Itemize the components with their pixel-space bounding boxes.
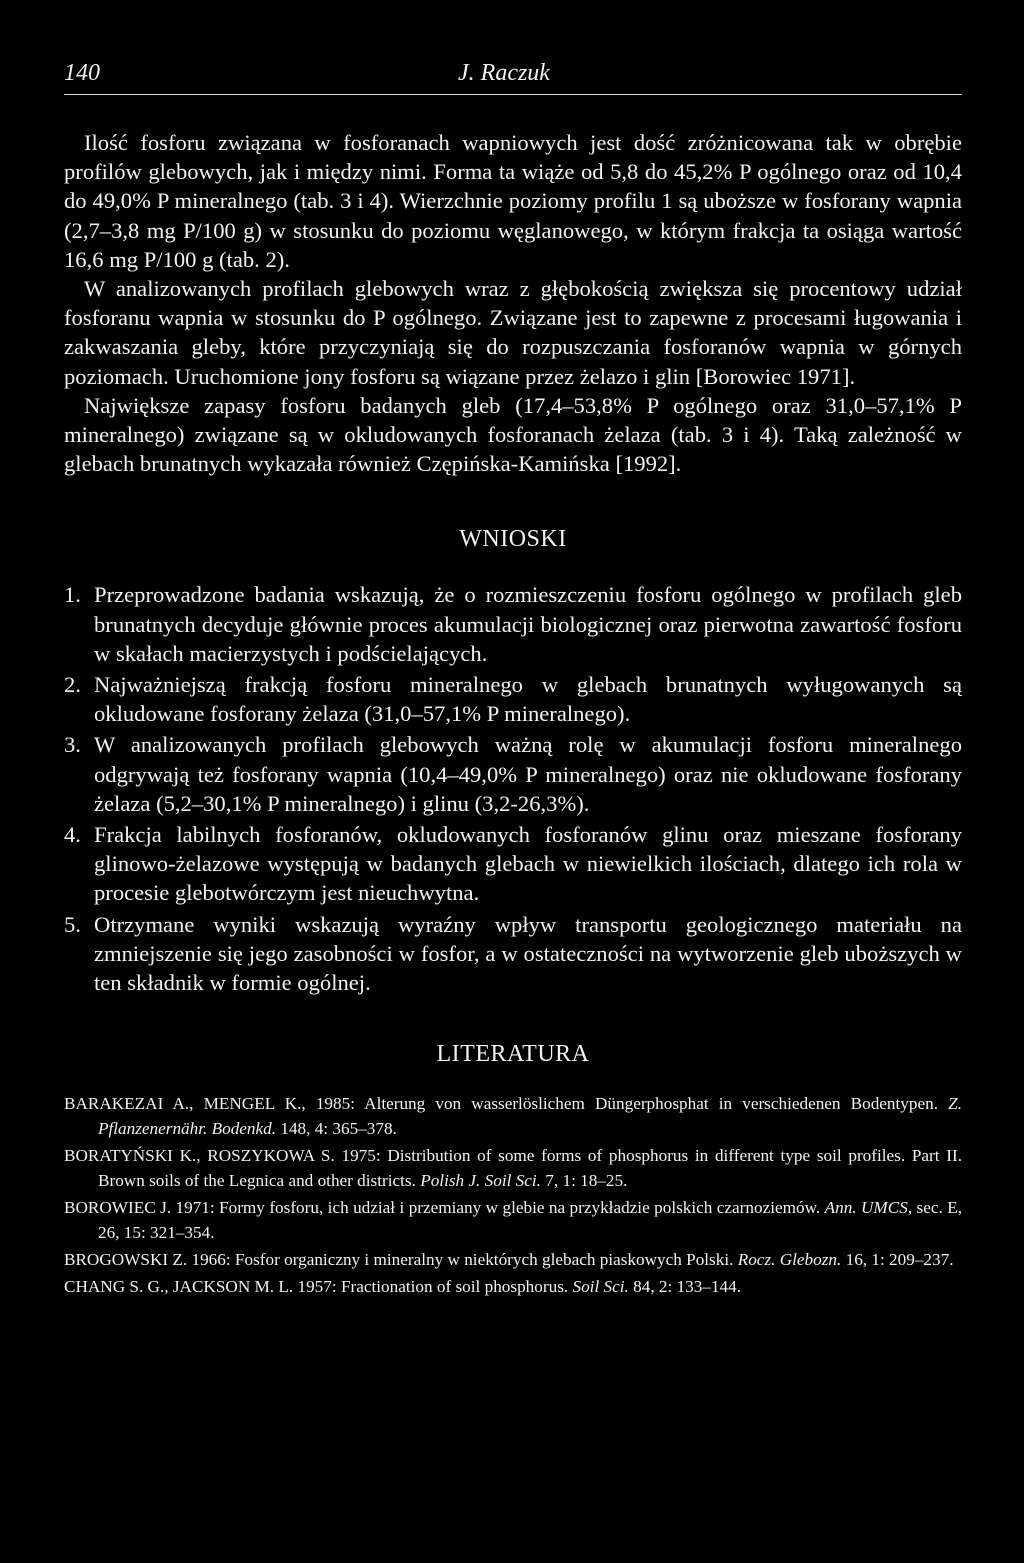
reference-volume: 7, 1: 18–25. xyxy=(540,1171,628,1191)
reference-main: CHANG S. G., JACKSON M. L. 1957: Fractionation of soil phosphorus. xyxy=(64,1277,573,1297)
literature-heading: LITERATURA xyxy=(436,1041,590,1068)
reference-main: BORATYŃSKI K., ROSZYKOWA S. 1975: Distribution of some forms of phosphorus in different type soil profiles. Part II. Brown soils of the Legnica and other districts. xyxy=(64,1146,962,1191)
reference-entry xyxy=(64,1247,962,1272)
reference-entry xyxy=(64,1091,962,1141)
conclusion-item xyxy=(64,820,962,908)
reference-list xyxy=(64,1091,962,1299)
article-body xyxy=(64,128,962,1301)
conclusion-number: 1. xyxy=(64,582,81,608)
conclusion-item xyxy=(64,670,962,728)
conclusion-number: 2. xyxy=(64,672,81,698)
conclusions-list xyxy=(64,580,962,997)
reference-volume: 84, 2: 133–144. xyxy=(628,1277,742,1297)
running-head: J. Raczuk xyxy=(458,60,550,86)
page-header xyxy=(64,60,962,95)
conclusion-number: 5. xyxy=(64,911,81,937)
conclusion-text: Frakcja labilnych fosforanów, okludowanych fosforanów glinu oraz mieszane fosforany glinowo-żelazowe występują w badanych glebach w niewielkich ilościach, dlatego ich rola w procesie glebotwórczym jest nieuchwytna. xyxy=(94,822,962,906)
reference-volume: 16, 1: 209–237. xyxy=(841,1250,954,1270)
reference-entry xyxy=(64,1274,962,1299)
conclusion-item xyxy=(64,580,962,668)
reference-journal: Soil Sci. xyxy=(572,1277,629,1297)
paragraph: Największe zapasy fosforu badanych gleb (17,4–53,8% P ogólnego oraz 31,0–57,1% P mineralnego) związane są w okludowanych fosforanach żelaza (tab. 3 i 4). Taką zależność w glebach brunatnych wykazała również Czępińska-Kamińska [1992]. xyxy=(64,392,962,477)
reference-journal: Ann. UMCS xyxy=(824,1198,908,1218)
paragraph: Ilość fosforu związana w fosforanach wapniowych jest dość zróżnicowana tak w obrębie profilów glebowych, jak i między nimi. Forma ta wiąże od 5,8 do 45,2% P ogólnego oraz od 10,4 do 49,0% P mineralnego (tab. 3 i 4). Wierzchnie poziomy profilu 1 są uboższe w fosforany wapnia (2,7–3,8 mg P/100 g) w stosunku do poziomu węglanowego, w którym frakcja ta osiąga wartość 16,6 mg P/100 g (tab. 2). xyxy=(64,130,962,272)
conclusion-item xyxy=(64,910,962,998)
reference-volume: 148, 4: 365–378. xyxy=(276,1119,397,1139)
reference-entry xyxy=(64,1143,962,1193)
page-number: 140 xyxy=(64,60,100,86)
reference-main: BARAKEZAI A., MENGEL K., 1985: Alterung von wasserlöslichem Düngerphosphat in verschiedenen Bodentypen. xyxy=(64,1094,949,1114)
reference-journal: Polish J. Soil Sci. xyxy=(420,1171,541,1191)
paragraph: W analizowanych profilach glebowych wraz z głębokością zwiększa się procentowy udział fosforanu wapnia w stosunku do P ogólnego. Związane jest to zapewne z procesami ługowania i zakwaszania gleby, które przyczyniają się do rozpuszczania fosforanów wapnia w górnych poziomach. Uruchomione jony fosforu są wiązane przez żelazo i glin [Borowiec 1971]. xyxy=(64,276,962,389)
conclusion-text: W analizowanych profilach glebowych ważną rolę w akumulacji fosforu mineralnego odgrywają też fosforany wapnia (10,4–49,0% P mineralnego) oraz nie okludowane fosforany żelaza (5,2–30,1% P mineralnego) i glinu (3,2-26,3%). xyxy=(94,732,962,816)
reference-journal: Z. Pflanzenernähr. Bodenkd. xyxy=(98,1094,962,1139)
conclusion-item xyxy=(64,730,962,818)
reference-main: BOROWIEC J. 1971: Formy fosforu, ich udział i przemiany w glebie na przykładzie polskich czarnoziemów. xyxy=(64,1198,825,1218)
reference-entry xyxy=(64,1195,962,1245)
conclusions-heading: WNIOSKI xyxy=(459,526,567,553)
conclusion-text: Najważniejszą frakcją fosforu mineralnego w glebach brunatnych wyługowanych są okludowane fosforany żelaza (31,0–57,1% P mineralnego). xyxy=(94,672,962,727)
reference-main: BROGOWSKI Z. 1966: Fosfor organiczny i mineralny w niektórych glebach piaskowych Polski. xyxy=(64,1250,738,1270)
conclusion-number: 3. xyxy=(64,732,81,758)
conclusion-text: Otrzymane wyniki wskazują wyraźny wpływ transportu geologicznego materiału na zmniejszenie się jego zasobności w fosfor, a w ostateczności na wytworzenie gleb uboższych w ten składnik w formie ogólnej. xyxy=(94,911,962,996)
reference-volume: , sec. E, 26, 15: 321–354. xyxy=(98,1198,962,1243)
conclusion-number: 4. xyxy=(64,822,81,848)
conclusion-text: Przeprowadzone badania wskazują, że o rozmieszczeniu fosforu ogólnego w profilach gleb brunatnych decyduje głównie proces akumulacji biologicznej oraz pierwotna zawartość fosforu w skałach macierzystych i podścielających. xyxy=(94,582,962,666)
reference-journal: Rocz. Glebozn. xyxy=(737,1250,842,1270)
